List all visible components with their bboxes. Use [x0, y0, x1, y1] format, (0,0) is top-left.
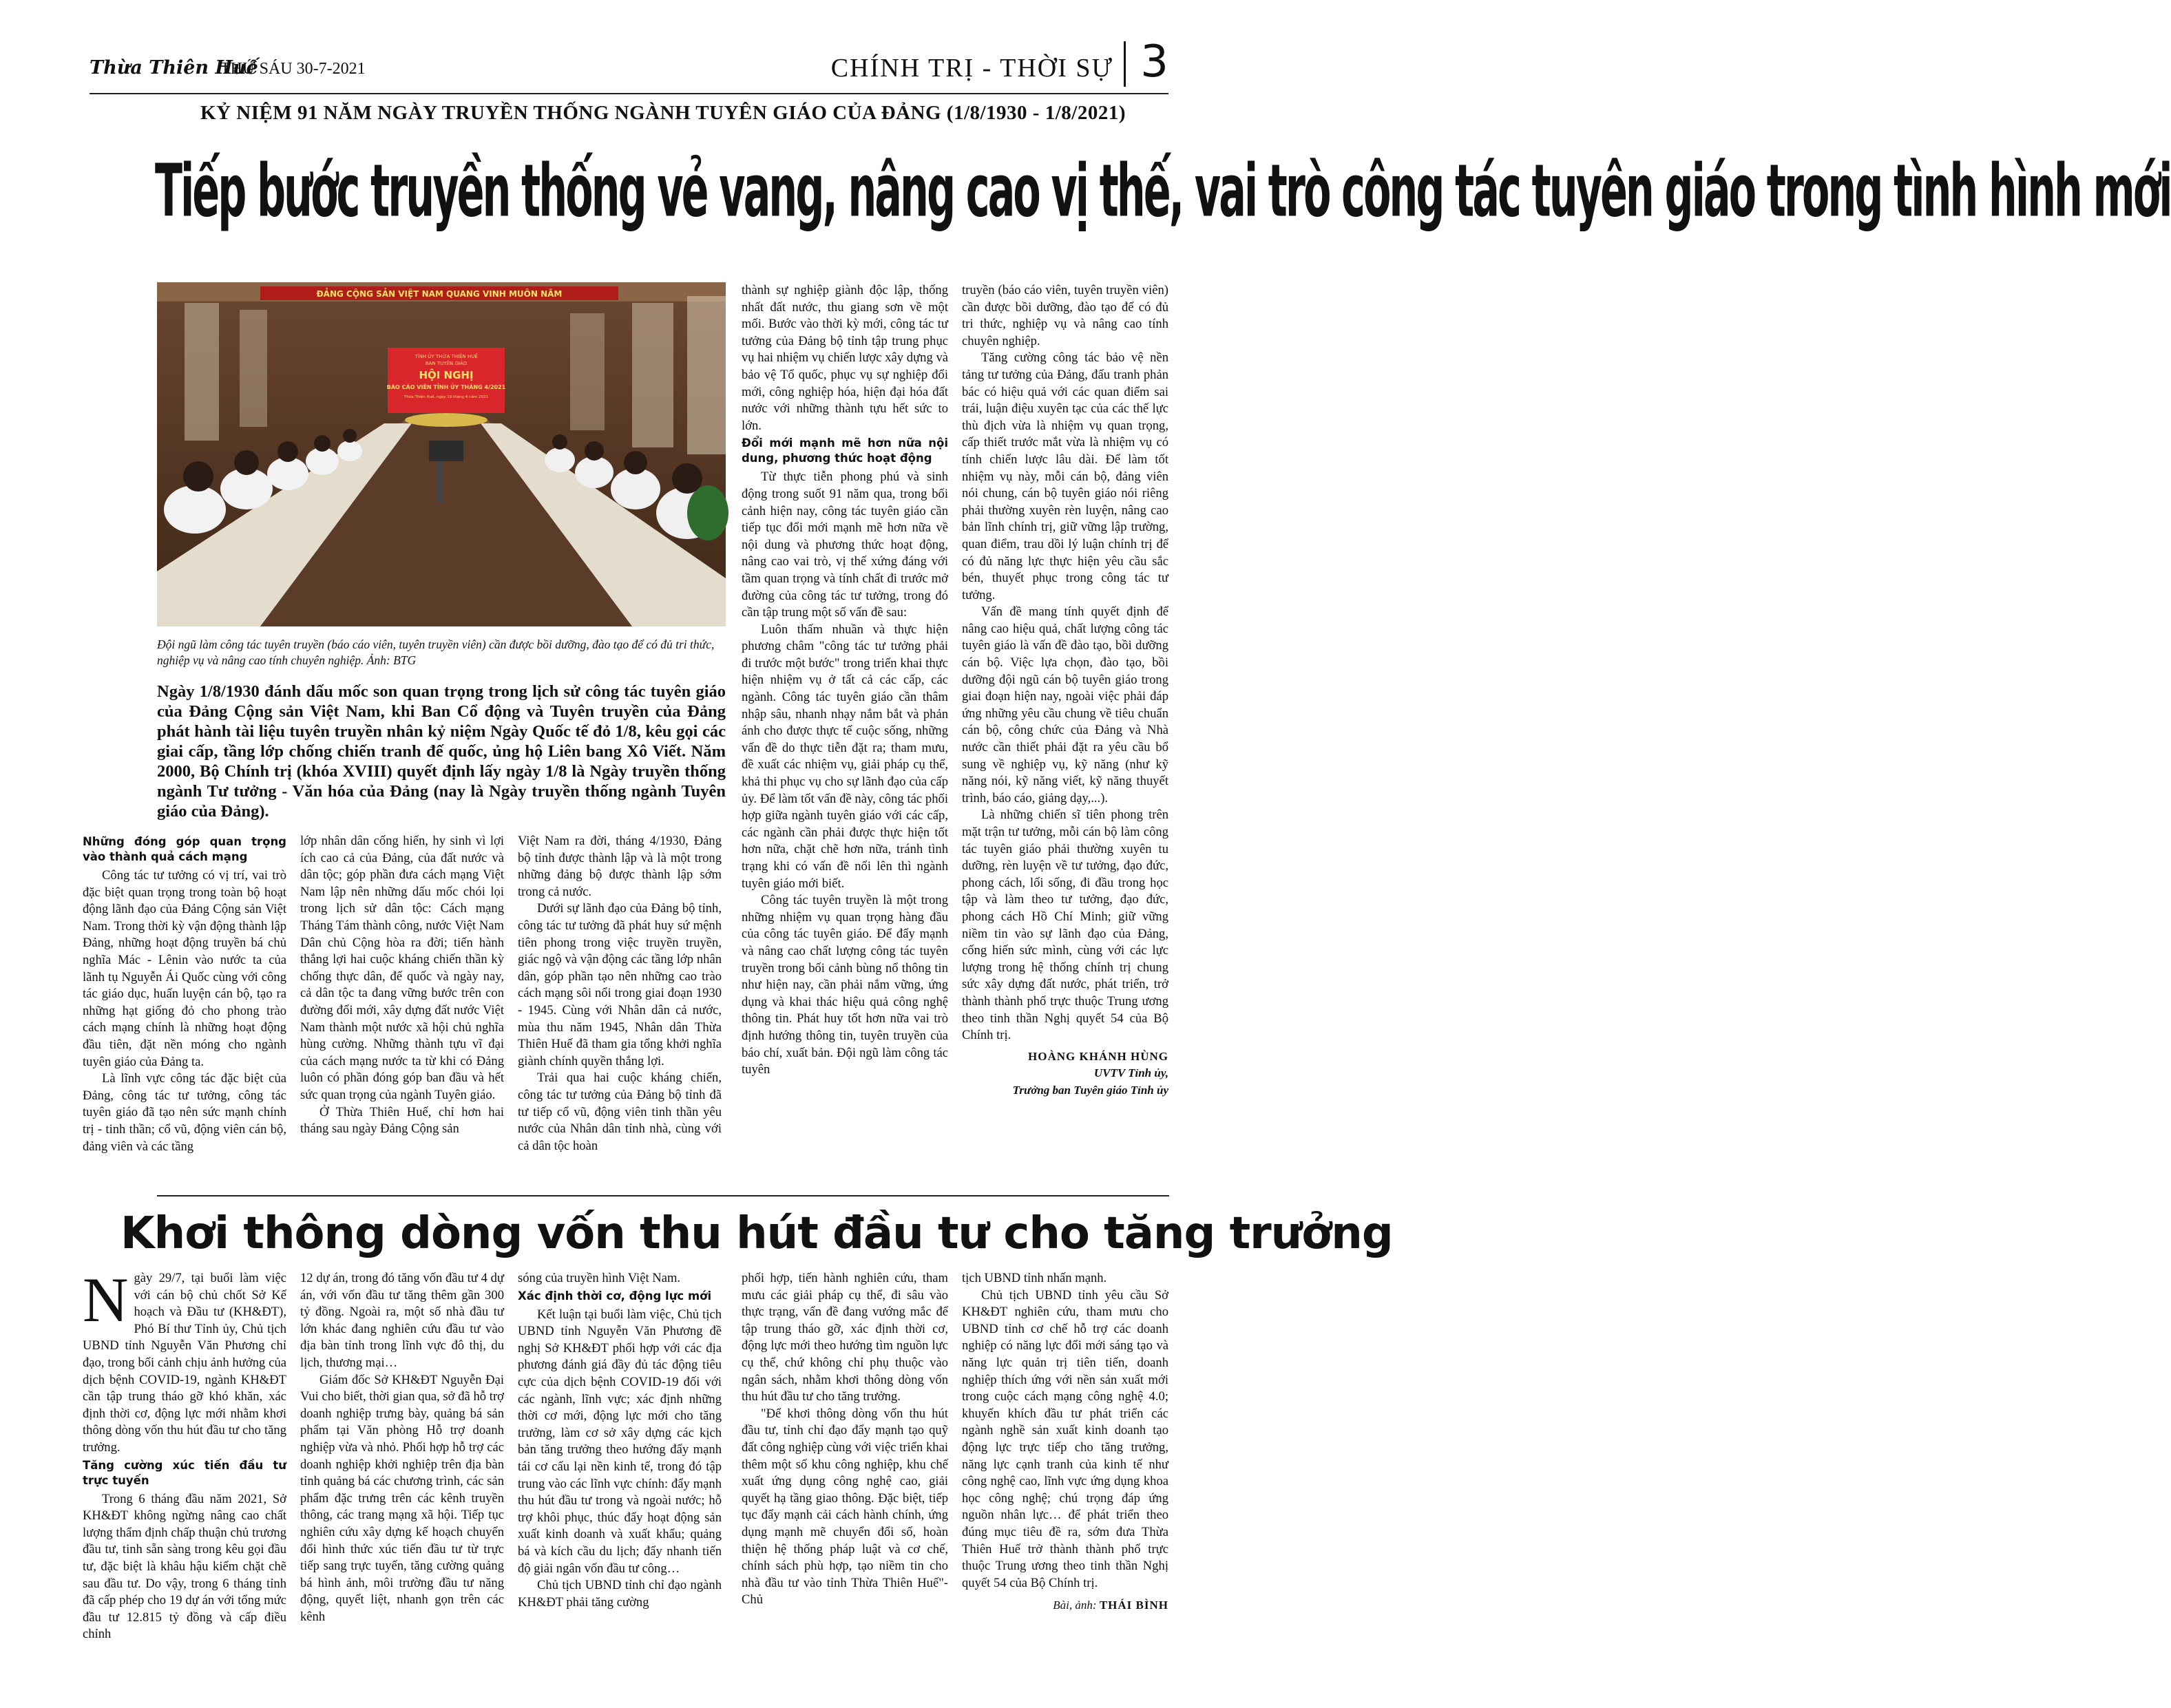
conference-photo	[157, 282, 726, 626]
article2-column-5	[962, 1270, 1168, 1669]
page-divider	[1124, 41, 1126, 87]
article1-column-4	[742, 282, 948, 1188]
photo-banner-title: HỘI NGHỊ	[419, 369, 474, 381]
article1-column-2	[300, 833, 504, 1188]
page-number: 3	[1140, 36, 1168, 87]
paragraph: Kết luận tại buổi làm việc, Chủ tịch UBND tỉnh Nguyễn Văn Phương đề nghị Sở KH&ĐT phối hợp với các địa phương đánh giá đầy đủ tác động tiêu cực của dịch bệnh COVID-19 đối với các ngành, lĩnh vực; xác định những thời cơ mới, động lực mới cho tăng trưởng, làm cơ sở xây dựng các kịch bản tăng trưởng theo hướng đẩy mạnh tái cơ cấu lại nền kinh tế, trong đó tập trung vào các lĩnh vực chính: đẩy mạnh thu hút đầu tư trong và ngoài nước; hỗ trợ khôi phục, thúc đẩy hoạt động sản xuất kinh doanh và xuất khẩu; quảng bá và kích cầu du lịch; đẩy nhanh tiến độ giải ngân vốn đầu tư công…	[518, 1307, 722, 1576]
article1-author: HOÀNG KHÁNH HÙNG	[1028, 1049, 1168, 1063]
article2-column-3	[518, 1270, 722, 1669]
paragraph: Giám đốc Sở KH&ĐT Nguyễn Đại Vui cho biết, thời gian qua, sở đã hỗ trợ doanh nghiệp trưng bày, quảng bá sản phẩm tại Văn phòng Hỗ trợ doanh nghiệp vừa và nhỏ. Phối hợp hỗ trợ các doanh nghiệp khởi nghiệp trên địa bàn tỉnh quảng bá các chương trình, các sản phẩm đặc trưng trên các kênh truyền thông, các trang mạng xã hội. Tiếp tục nghiên cứu xây dựng kế hoạch chuyển đổi hình thức xúc tiến đầu tư từ trực tiếp sang trực tuyến, tăng cường quảng bá hình ảnh, môi trường đầu tư năng động, quyết liệt, nhanh gọn trên các kênh	[300, 1372, 504, 1624]
paragraph: Việt Nam ra đời, tháng 4/1930, Đảng bộ tỉnh được thành lập và là một trong những đảng bộ được thành lập sớm trong cả nước.	[518, 834, 722, 899]
page-header	[90, 38, 1168, 86]
article1-kicker: KỶ NIỆM 91 NĂM NGÀY TRUYỀN THỐNG NGÀNH TUYÊN GIÁO CỦA ĐẢNG (1/8/1930 - 1/8/2021)	[200, 102, 1126, 124]
section-title: CHÍNH TRỊ - THỜI SỰ	[830, 54, 1113, 83]
paragraph: 12 dự án, trong đó tăng vốn đầu tư 4 dự án, với vốn đầu tư tăng thêm gần 300 tỷ đồng. Ngoài ra, một số nhà đầu tư lớn khác đang nghiên cứu đầu tư vào địa bàn tỉnh trong lĩnh vực đô thị, du lịch, thương mại…	[300, 1271, 504, 1370]
paragraph-text: gày 29/7, tại buổi làm việc với cán bộ chủ chốt Sở Kế hoạch và Đầu tư (KH&ĐT), Phó Bí thư Tỉnh ủy, Chủ tịch UBND tỉnh Nguyễn Văn Phương chỉ đạo, trong bối cảnh chịu ảnh hưởng của dịch bệnh COVID-19, ngành KH&ĐT cần tập trung tháo gỡ khó khăn, xác định thời cơ, động lực mới nhằm khơi thông dòng vốn thu hút đầu tư cho tăng trưởng.	[83, 1271, 286, 1455]
paragraph: Ở Thừa Thiên Huế, chỉ hơn hai tháng sau ngày Đảng Cộng sản	[300, 1104, 504, 1137]
article1-column-5	[962, 282, 1168, 1188]
photo-banner-date: Thừa Thiên Huế, ngày 19 tháng 4 năm 2021	[404, 395, 488, 399]
photo-banner-province: TỈNH ỦY THỪA THIÊN HUẾ	[415, 354, 478, 359]
paragraph: Từ thực tiễn phong phú và sinh động trong suốt 91 năm qua, trong bối cảnh hiện nay, công tác tuyên giáo cần tiếp tục đổi mới mạnh mẽ hơn nữa về nội dung và phương thức hoạt động, nâng cao vai trò, vị thế xứng đáng với tầm quan trọng và tính chất đi trước mở đường của công tác tư tưởng, trong đó cần tập trung một số vấn đề sau:	[742, 470, 948, 620]
paragraph: Chủ tịch UBND tỉnh yêu cầu Sở KH&ĐT nghiên cứu, tham mưu cho UBND tỉnh cơ chế hỗ trợ các doanh nghiệp có năng lực đổi mới sáng tạo và năng lực quản trị tiên tiến, doanh nghiệp thích ứng với nền sản xuất mới trong cuộc cách mạng công nghệ 4.0; khuyến khích đầu tư phát triển các ngành nghề sản xuất kinh doanh tạo động lực trực tiếp cho tăng trưởng, năng lực cạnh tranh của kinh tế như công nghệ cao, lĩnh vực ứng dụng khoa học công nghệ; chú trọng đáp ứng nguồn nhân lực… để phát triển theo đúng mục tiêu đề ra, sớm đưa Thừa Thiên Huế trở thành thành phố trực thuộc Trung ương theo tinh thần Nghị quyết 54 của Bộ Chính trị.	[962, 1287, 1168, 1590]
article2-credit	[962, 1597, 1168, 1614]
paragraph: Công tác tư tưởng có vị trí, vai trò đặc biệt quan trọng trong toàn bộ hoạt động lãnh đạo của Đảng Cộng sản Việt Nam. Trong thời kỳ vận động thành lập Đảng, những hoạt động truyền bá chủ nghĩa Mác - Lênin vào nước ta của lãnh tụ Nguyễn Ái Quốc cùng với công tác giáo dục, huấn luyện cán bộ, tạo ra những hạt giống đỏ cho phong trào cách mạng chính là những hoạt động đầu tiên, đặt nền móng cho ngành tuyên giáo của Đảng ta.	[83, 868, 286, 1069]
photo-banner-top: ĐẢNG CỘNG SẢN VIỆT NAM QUANG VINH MUÔN NĂM	[316, 289, 563, 299]
paragraph: Là những chiến sĩ tiên phong trên mặt trận tư tưởng, mỗi cán bộ làm công tác tuyên giáo phải thường xuyên tu dưỡng, rèn luyện về tư tưởng, đạo đức, phong cách, lối sống, đi đầu trong học tập và làm theo tư tưởng, đạo đức, phong cách Hồ Chí Minh; giữ vững niềm tin vào sự lãnh đạo của Đảng, cống hiến sức mình, cùng với các lực lượng trong hệ thống chính trị chung sức xây dựng đất nước, phát triển, trở thành thành phố trực thuộc Trung ương theo tinh thần Nghị quyết 54 của Bộ Chính trị.	[962, 808, 1168, 1043]
article2-column-2	[300, 1270, 504, 1669]
article2-column-1	[83, 1265, 286, 1669]
article-separator	[157, 1195, 1169, 1196]
article1-lead: Ngày 1/8/1930 đánh dấu mốc son quan trọng trong lịch sử công tác tuyên giáo của Đảng Cộng sản Việt Nam, khi Ban Cổ động và Tuyên truyền của Đảng phát hành tài liệu tuyên truyền nhân kỷ niệm Ngày Quốc tế đỏ 1/8, kêu gọi các giai cấp, tầng lớp chống chiến tranh đế quốc, ủng hộ Liên bang Xô Viết. Năm 2000, Bộ Chính trị (khóa XVIII) quyết định lấy ngày 1/8 là Ngày truyền thống ngành Tư tưởng - Văn hóa của Đảng (nay là Ngày truyền thống ngành Tuyên giáo của Đảng).	[157, 682, 726, 821]
issue-date: THỨ SÁU 30-7-2021	[220, 60, 366, 78]
photo-banner-dept: BAN TUYÊN GIÁO	[425, 361, 468, 366]
credit-prefix: Bài, ảnh:	[1053, 1599, 1097, 1612]
paragraph: Là lĩnh vực công tác đặc biệt của Đảng, công tác tư tưởng, công tác tuyên giáo đã tạo nên sức mạnh chính trị - tinh thần; cổ vũ, động viên cán bộ, đảng viên và các tầng	[83, 1071, 286, 1154]
paragraph: "Để khơi thông dòng vốn thu hút đầu tư, tỉnh chỉ đạo đẩy mạnh tạo quỹ đất công nghiệp cùng với việc triển khai thêm một số khu công nghiệp, khu chế xuất ứng dụng công nghệ cao, giải quyết hạ tầng giao thông. Đặc biệt, tiếp tục đẩy mạnh cải cách hành chính, ứng dụng mạnh mẽ chuyển đổi số, hoàn thiện hệ thống pháp luật và cơ chế, chính sách phù hợp, tạo niềm tin cho nhà đầu tư vào tỉnh Thừa Thiên Huế"- Chủ	[742, 1406, 948, 1607]
paragraph: Chủ tịch UBND tỉnh chỉ đạo ngành KH&ĐT phải tăng cường	[518, 1578, 722, 1610]
paragraph: sóng của truyền hình Việt Nam.	[518, 1271, 681, 1285]
drop-cap: N	[83, 1265, 129, 1335]
paragraph	[83, 1265, 286, 1457]
article1-author-title-2: Trưởng ban Tuyên giáo Tỉnh ủy	[1012, 1083, 1168, 1097]
paragraph: Tăng cường công tác bảo vệ nền tảng tư tưởng của Đảng, đấu tranh phản bác có hiệu quả với các quan điểm sai trái, luận điệu xuyên tạc của các thế lực thù địch vừa là nhiệm vụ quan trọng, cấp thiết trước mắt vừa là nhiệm vụ có tính chiến lược lâu dài. Để làm tốt nhiệm vụ này, mỗi cán bộ, đảng viên nói chung, cán bộ tuyên giáo nói riêng phải thường xuyên rèn luyện, nâng cao bản lĩnh chính trị, giữ vững lập trường, quan điểm, trau dồi lý luận chính trị để có đủ năng lực thực hiện yêu cầu sắc bén, thuyết phục trong công tác tư tưởng.	[962, 350, 1168, 602]
article1-subhead-2: Đổi mới mạnh mẽ hơn nữa nội dung, phương thức hoạt động	[742, 436, 948, 465]
article1-subhead-1: Những đóng góp quan trọng vào thành quả cách mạng	[83, 835, 286, 863]
article1-photo-caption: Đội ngũ làm công tác tuyên truyền (báo cáo viên, tuyên truyền viên) cần được bồi dưỡng, đào tạo để có đủ tri thức, nghiệp vụ và nâng cao tính chuyên nghiệp. Ảnh: BTG	[157, 637, 715, 667]
masthead: Thừa Thiên Huế	[90, 57, 258, 78]
paragraph: phối hợp, tiến hành nghiên cứu, tham mưu các giải pháp cụ thể, đi sâu vào thực trạng, vấn đề đang vướng mắc để tập trung tháo gỡ, xác định thời cơ, động lực mới theo hướng tìm nguồn lực cụ thể, chứ không chỉ phụ thuộc vào ngân sách, nhằm khơi thông dòng vốn thu hút đầu tư cho tăng trưởng.	[742, 1271, 948, 1404]
paragraph: thành sự nghiệp giành độc lập, thống nhất đất nước, thu giang sơn về một mối. Bước vào thời kỳ mới, công tác tư tưởng của Đảng bộ tỉnh tập trung phục vụ hai nhiệm vụ chiến lược xây dựng và bảo vệ Tổ quốc, phục vụ sự nghiệp đổi mới, công nghiệp hóa, hiện đại hóa đất nước với những thành tựu hết sức to lớn.	[742, 283, 948, 433]
article1-author-title-1: UVTV Tỉnh ủy,	[1093, 1066, 1168, 1080]
credit-name: THÁI BÌNH	[1099, 1599, 1168, 1612]
paragraph: Công tác tuyên truyền là một trong những nhiệm vụ quan trọng hàng đầu của công tác tuyên giáo. Để đẩy mạnh và nâng cao chất lượng công tác tuyên truyền trong bối cảnh bùng nổ thông tin như hiện nay, cần phải nắm vững, ứng dụng và khai thác hiệu quả công nghệ thông tin. Phát huy tốt hơn nữa vai trò định hướng thông tin, tuyên truyền của báo chí, xuất bản. Đội ngũ làm công tác tuyên	[742, 893, 948, 1077]
photo-banner-event: BÁO CÁO VIÊN TỈNH ỦY THÁNG 4/2021	[386, 384, 506, 390]
article2-subhead-2: Xác định thời cơ, động lực mới	[518, 1289, 712, 1303]
article1-photo	[157, 282, 726, 626]
article2-subhead-1: Tăng cường xúc tiến đầu tư trực tuyến	[83, 1458, 286, 1487]
paragraph: lớp nhân dân cống hiến, hy sinh vì lợi ích cao cả của Đảng, của đất nước và dân tộc; góp phần đưa cách mạng Việt Nam lập nên những dấu mốc chói lọi trong lịch sử dân tộc: Cách mạng Tháng Tám thành công, nước Việt Nam Dân chủ Cộng hòa ra đời; tiến hành thắng lợi hai cuộc kháng chiến thần kỳ chống thực dân, đế quốc và ngày nay, cả dân tộc ta đang vững bước trên con đường đổi mới, xây dựng đất nước Việt Nam thành một nước xã hội chủ nghĩa hùng cường. Những thành tựu vĩ đại của cách mạng nước ta từ khi có Đảng luôn có phần đóng góp ban đầu và hết sức quan trọng của ngành Tuyên giáo.	[300, 834, 504, 1102]
paragraph: Vấn đề mang tính quyết định để nâng cao hiệu quả, chất lượng công tác tuyên giáo là vấn đề đào tạo, bồi dưỡng cán bộ. Việc lựa chọn, đào tạo, bồi dưỡng đội ngũ cán bộ tuyên giáo trong giai đoạn hiện nay, ngoài việc phải đáp ứng những yêu cầu chung về tiêu chuẩn cán bộ, công chức của Đảng và Nhà nước cần thiết phải đặt ra yêu cầu bổ sung về nghiệp vụ, kỹ năng (như kỹ năng nói, kỹ năng viết, kỹ năng thuyết trình, báo cáo, giảng dạy,...).	[962, 604, 1168, 805]
header-rule	[90, 93, 1168, 94]
paragraph: tịch UBND tỉnh nhấn mạnh.	[962, 1271, 1107, 1285]
article1-column-1	[83, 833, 286, 1188]
paragraph: Dưới sự lãnh đạo của Đảng bộ tỉnh, công tác tư tưởng đã phát huy sứ mệnh tiên phong trong việc truyền truyền, giác ngộ và vận động các tầng lớp nhân dân, góp phần tạo nên những cao trào cách mạng sôi nổi trong giai đoạn 1930 - 1945. Cùng với Nhân dân cả nước, mùa thu năm 1945, Nhân dân Thừa Thiên Huế đã tham gia tổng khởi nghĩa giành chính quyền thắng lợi.	[518, 901, 722, 1068]
article1-column-3	[518, 833, 722, 1188]
paragraph: Trải qua hai cuộc kháng chiến, công tác tư tưởng của Đảng bộ tỉnh đã tư tiếp cổ vũ, động viên tinh thần yêu nước của Nhân dân tỉnh nhà, cùng với cả dân tộc hoàn	[518, 1071, 722, 1153]
paragraph: truyền (báo cáo viên, tuyên truyền viên) cần được bồi dưỡng, đào tạo để có đủ tri thức, nghiệp vụ và nâng cao tính chuyên nghiệp.	[962, 283, 1168, 348]
paragraph: Luôn thấm nhuần và thực hiện phương châm "công tác tư tưởng phải đi trước một bước" trong triển khai thực hiện nhiệm vụ ở tất cả các cấp, các ngành. Công tác tuyên giáo cần thâm nhập sâu, nhanh nhạy nắm bắt và phản ánh cho được thực tế cuộc sống, những vấn đề do thực tiễn đặt ra; tham mưu, đề xuất các nhiệm vụ, giải pháp cụ thể, khả thi phục vụ cho sự lãnh đạo của cấp ủy. Để làm tốt vấn đề này, công tác phối hợp giữa ngành tuyên giáo với các cấp, các ngành cần phải được thực hiện tốt hơn nữa, chặt chẽ hơn nữa, tránh tình trạng khi có vấn đề nổi lên thì ngành tuyên giáo mới biết.	[742, 622, 948, 891]
paragraph: Trong 6 tháng đầu năm 2021, Sở KH&ĐT không ngừng nâng cao chất lượng thẩm định chấp thuận chủ trương đầu tư, tinh sẵn sàng trong kêu gọi đầu tư, đặc biệt là khâu hậu kiểm chặt chẽ sau đầu tư. Do vậy, trong 6 tháng tỉnh đã cấp phép cho 19 dự án với tổng mức đầu tư 12.815 tỷ đồng và cấp điều chỉnh	[83, 1491, 286, 1642]
article1-headline: Tiếp bước truyền thống vẻ vang, nâng cao vị thế, vai trò công tác tuyên giáo trong tình hình mới	[155, 149, 2171, 233]
article2-column-4	[742, 1270, 948, 1669]
article2-headline: Khơi thông dòng vốn thu hút đầu tư cho tăng trưởng	[120, 1208, 1393, 1259]
